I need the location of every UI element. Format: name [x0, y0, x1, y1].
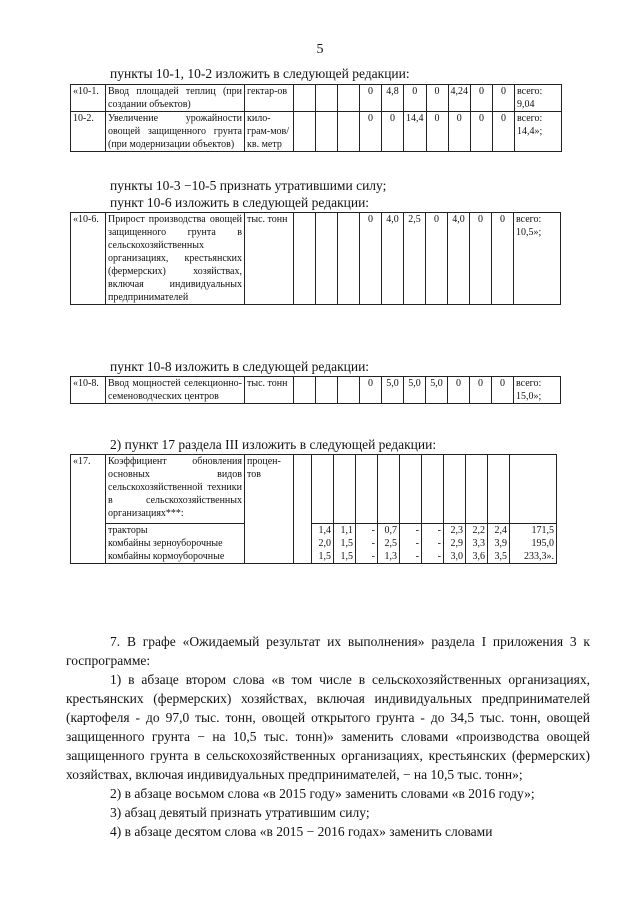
- value-cell: 0: [360, 377, 382, 404]
- value-cell: 3,9: [488, 537, 510, 550]
- value-cell: 3,6: [466, 550, 488, 564]
- value-cell: [338, 112, 360, 152]
- table-row: [71, 112, 562, 152]
- value-cell: 1,3: [378, 550, 400, 564]
- row-unit: процен-тов: [245, 455, 294, 564]
- value-cell: 2,2: [466, 524, 488, 538]
- value-cell: 4,8: [382, 85, 404, 112]
- value-cell: 5,0: [426, 377, 448, 404]
- table-row: [71, 213, 561, 305]
- total-cell: всего: 10,5»;: [514, 213, 561, 305]
- table-item-10-6: [70, 212, 561, 305]
- intro-item-10-8: пункт 10-8 изложить в следующей редакции:: [110, 359, 370, 374]
- value-cell: 1,5: [334, 550, 356, 564]
- value-cell: 14,4: [404, 112, 427, 152]
- row-indicator: Ввод площадей теплиц (при создании объектов): [106, 85, 245, 112]
- value-cell: -: [400, 524, 422, 538]
- table-row: [71, 537, 557, 550]
- value-cell: 2,3: [444, 524, 466, 538]
- row-number: «10-8.: [71, 377, 106, 404]
- row-indicator: Коэффициент обновления основных видов сельскохозяйственной техники в сельскохозяйственных организациях***:: [106, 455, 245, 524]
- row-indicator: Ввод мощностей селекционно-семеноводческих центров: [106, 377, 245, 404]
- body-text: [66, 632, 590, 841]
- paragraph: 1) в абзаце втором слова «в том числе в сельскохозяйственных организациях, крестьянских (фермерских) хозяйствах, включая индивидуальных предпринимателей (картофеля - до 97,0 тыс. тонн, овощей открытого грунта - до 34,5 тыс. тонн, овощей защищенного грунта − на 10,5 тыс. тонн)» заменить словами «производства овощей защищенного грунта в сельскохозяйственных организациях, крестьянских (фермерских) хозяйствах, включая индивидуальных предпринимателей, − на 10,5 тыс. тонн»;: [66, 672, 590, 782]
- table-row: [71, 550, 557, 564]
- row-indicator: тракторы: [106, 524, 245, 538]
- value-cell: 0,7: [378, 524, 400, 538]
- value-cell: 4,24: [448, 85, 471, 112]
- value-cell: 1,5: [312, 550, 334, 564]
- table-row: [71, 377, 561, 404]
- value-cell: 0: [382, 112, 404, 152]
- row-indicator: комбайны кормоуборочные: [106, 550, 245, 564]
- value-cell: 4,0: [382, 213, 404, 305]
- value-cell: -: [422, 537, 444, 550]
- value-cell: 1,5: [334, 537, 356, 550]
- value-cell: 0: [448, 377, 470, 404]
- value-cell: 0: [493, 112, 515, 152]
- row-indicator: Увеличение урожайности овощей защищенного грунта (при модернизации объектов): [106, 112, 245, 152]
- paragraph: 2) в абзаце восьмом слова «в 2015 году» заменить словами «в 2016 году»;: [110, 786, 535, 801]
- value-cell: [338, 377, 360, 404]
- value-cell: 3,0: [444, 550, 466, 564]
- value-cell: 0: [426, 213, 448, 305]
- value-cell: 3,5: [488, 550, 510, 564]
- value-cell: -: [400, 537, 422, 550]
- value-cell: 2,9: [444, 537, 466, 550]
- value-cell: 4,0: [448, 213, 470, 305]
- value-cell: 0: [470, 377, 492, 404]
- table-items-10-1-10-2: [70, 84, 562, 152]
- value-cell: 0: [360, 85, 382, 112]
- value-cell: -: [356, 537, 378, 550]
- value-cell: -: [422, 524, 444, 538]
- value-cell: -: [356, 550, 378, 564]
- value-cell: 0: [360, 112, 382, 152]
- paragraph: 4) в абзаце десятом слова «в 2015 − 2016 годах» заменить словами: [110, 824, 493, 839]
- value-cell: 0: [471, 112, 493, 152]
- value-cell: 0: [492, 377, 514, 404]
- total-cell: 233,3».: [510, 550, 557, 564]
- value-cell: 0: [493, 85, 515, 112]
- value-cell: 0: [426, 112, 448, 152]
- intro-items-10-1-10-2: пункты 10-1, 10-2 изложить в следующей редакции:: [110, 66, 410, 81]
- value-cell: 0: [470, 213, 492, 305]
- value-cell: 0: [492, 213, 514, 305]
- value-cell: [316, 85, 338, 112]
- row-number: 10-2.: [71, 112, 106, 152]
- value-cell: -: [400, 550, 422, 564]
- value-cell: [316, 377, 338, 404]
- value-cell: [338, 213, 360, 305]
- value-cell: 2,0: [312, 537, 334, 550]
- page-number: 5: [316, 42, 324, 57]
- row-unit: кило-грам-мов/ кв. метр: [245, 112, 294, 152]
- value-cell: [294, 377, 316, 404]
- row-number: «17.: [71, 455, 106, 564]
- row-unit: гектар-ов: [245, 85, 294, 112]
- value-cell: [338, 85, 360, 112]
- table-item-10-8: [70, 376, 561, 404]
- value-cell: [294, 112, 316, 152]
- value-cell: -: [422, 550, 444, 564]
- row-number: «10-6.: [71, 213, 106, 305]
- paragraph: 7. В графе «Ожидаемый результат их выполнения» раздела I приложения 3 к госпрограмме:: [66, 634, 590, 668]
- value-cell: 2,5: [378, 537, 400, 550]
- value-cell: 0: [471, 85, 493, 112]
- table-row: [71, 524, 557, 538]
- row-indicator: Прирост производства овощей защищенного грунта в сельскохозяйственных организациях, крестьянских (фермерских) хозяйствах, включая индивидуальных предпринимателей: [106, 213, 245, 305]
- total-cell: всего: 9,04: [515, 85, 562, 112]
- total-cell: всего: 15,0»;: [514, 377, 561, 404]
- intro-items-10-3-10-5: пункты 10-3 −10-5 признать утратившими силу;: [110, 178, 387, 193]
- value-cell: [316, 213, 338, 305]
- total-cell: 171,5: [510, 524, 557, 538]
- paragraph: 3) абзац девятый признать утратившим силу;: [110, 805, 370, 820]
- value-cell: 0: [426, 85, 448, 112]
- value-cell: [316, 112, 338, 152]
- total-cell: всего: 14,4»;: [515, 112, 562, 152]
- table-row: [71, 455, 557, 524]
- value-cell: 0: [404, 85, 427, 112]
- value-cell: 1,4: [312, 524, 334, 538]
- value-cell: 5,0: [404, 377, 426, 404]
- intro-item-10-6: пункт 10-6 изложить в следующей редакции:: [110, 195, 370, 210]
- total-cell: 195,0: [510, 537, 557, 550]
- row-indicator: комбайны зерноуборочные: [106, 537, 245, 550]
- intro-item-17: 2) пункт 17 раздела III изложить в следующей редакции:: [110, 437, 437, 452]
- table-row: [71, 85, 562, 112]
- value-cell: 2,4: [488, 524, 510, 538]
- value-cell: 5,0: [382, 377, 404, 404]
- row-unit: тыс. тонн: [245, 377, 294, 404]
- value-cell: 0: [360, 213, 382, 305]
- value-cell: 0: [448, 112, 471, 152]
- value-cell: 2,5: [404, 213, 426, 305]
- value-cell: 1,1: [334, 524, 356, 538]
- value-cell: [294, 213, 316, 305]
- value-cell: 3,3: [466, 537, 488, 550]
- row-unit: тыс. тонн: [245, 213, 294, 305]
- value-cell: -: [356, 524, 378, 538]
- row-number: «10-1.: [71, 85, 106, 112]
- value-cell: [294, 85, 316, 112]
- table-item-17: [70, 454, 557, 564]
